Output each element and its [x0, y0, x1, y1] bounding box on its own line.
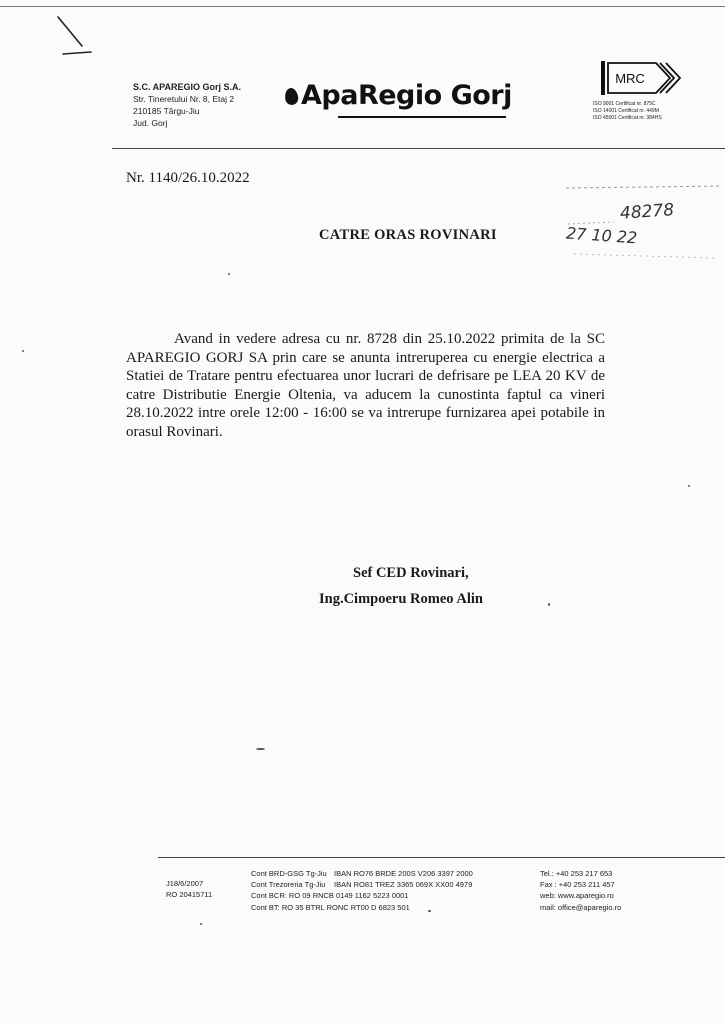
certification-line: ISO 9001 Certificat nr. 875C [593, 101, 656, 107]
bank-account-line: Cont BRD-GSG Tg-Jiu IBAN RO76 BRDE 200S V206 3397 2000 [251, 869, 473, 878]
scan-speck [256, 748, 265, 750]
stamp-registration-date: 27 10 22 [565, 223, 638, 248]
footer-registration [166, 878, 212, 900]
mrc-certification-logo [598, 57, 682, 99]
scan-speck [228, 273, 230, 275]
trade-register-number: J18/6/2007 [166, 879, 204, 888]
certification-line: ISO 14001 Certificat nr. 449M [593, 108, 659, 114]
footer-bank-accounts [251, 868, 473, 913]
scan-speck [548, 603, 550, 606]
address-line: Jud. Gorj [133, 118, 168, 128]
certification-list [593, 101, 662, 122]
recipient-heading: CATRE ORAS ROVINARI [319, 227, 497, 243]
address-line: Str. Tineretului Nr. 8, Etaj 2 [133, 94, 235, 104]
logo-underline [338, 116, 506, 118]
footer-separator [158, 857, 725, 858]
certification-line: ISO 45001 Certificat nr. 384HS [593, 115, 662, 121]
bank-account-line: Cont Trezoreria Tg-Jiu IBAN RO81 TREZ 3365 069X XX00 4979 [251, 880, 473, 890]
footer-contact [540, 868, 621, 913]
signature-name: Ing.Cimpoeru Romeo Alin [319, 591, 483, 607]
address-line: 210185 Târgu-Jiu [133, 106, 200, 116]
letter-body: Avand in vedere adresa cu nr. 8728 din 25.10.2022 primita de la SC APAREGIO GORJ SA prin care se anunta intreruperea cu energie electrica a Statiei de Tratare pentru efectuarea unor lucrari de defrisare pe LEA 20 KV de catre Distributie Energie Oltenia, va aducem la cunostinta faptul ca vineri 28.10.2022 intre orele 12:00 - 16:00 se va intrerupe furnizarea apei potabile in orasul Rovinari. [126, 331, 605, 440]
company-name: S.C. APAREGIO Gorj S.A. [133, 82, 242, 92]
water-drop-icon [284, 87, 299, 106]
handwritten-check-mark [55, 14, 95, 64]
fiscal-code: RO 20415711 [166, 890, 213, 900]
scan-speck [22, 350, 24, 352]
company-info [133, 81, 241, 129]
email-address: mail: office@aparegio.ro [540, 902, 622, 912]
website: web: www.aparegio.ro [540, 891, 614, 901]
fax-number: Fax : +40 253 211 457 [540, 880, 615, 890]
bank-account-line: Cont BT: RO 35 BTRL RONC RT00 D 6823 501 [251, 902, 410, 912]
scan-speck [688, 485, 690, 487]
scan-speck [200, 923, 202, 925]
signature-title: Sef CED Rovinari, [353, 565, 469, 581]
scan-speck [428, 910, 431, 912]
header-separator [112, 148, 725, 149]
company-logo [285, 80, 512, 111]
cert-badge-text: MRC [615, 71, 645, 86]
logo-text: ApaRegio Gorj [301, 80, 512, 111]
document-number: Nr. 1140/26.10.2022 [126, 170, 250, 186]
bank-account-line: Cont BCR: RO 09 RNCB 0149 1162 5223 0001 [251, 891, 409, 901]
stamp-registration-number: 48278 [619, 200, 675, 224]
phone-number: Tel.: +40 253 217 653 [540, 869, 613, 878]
page-top-border [0, 6, 725, 7]
